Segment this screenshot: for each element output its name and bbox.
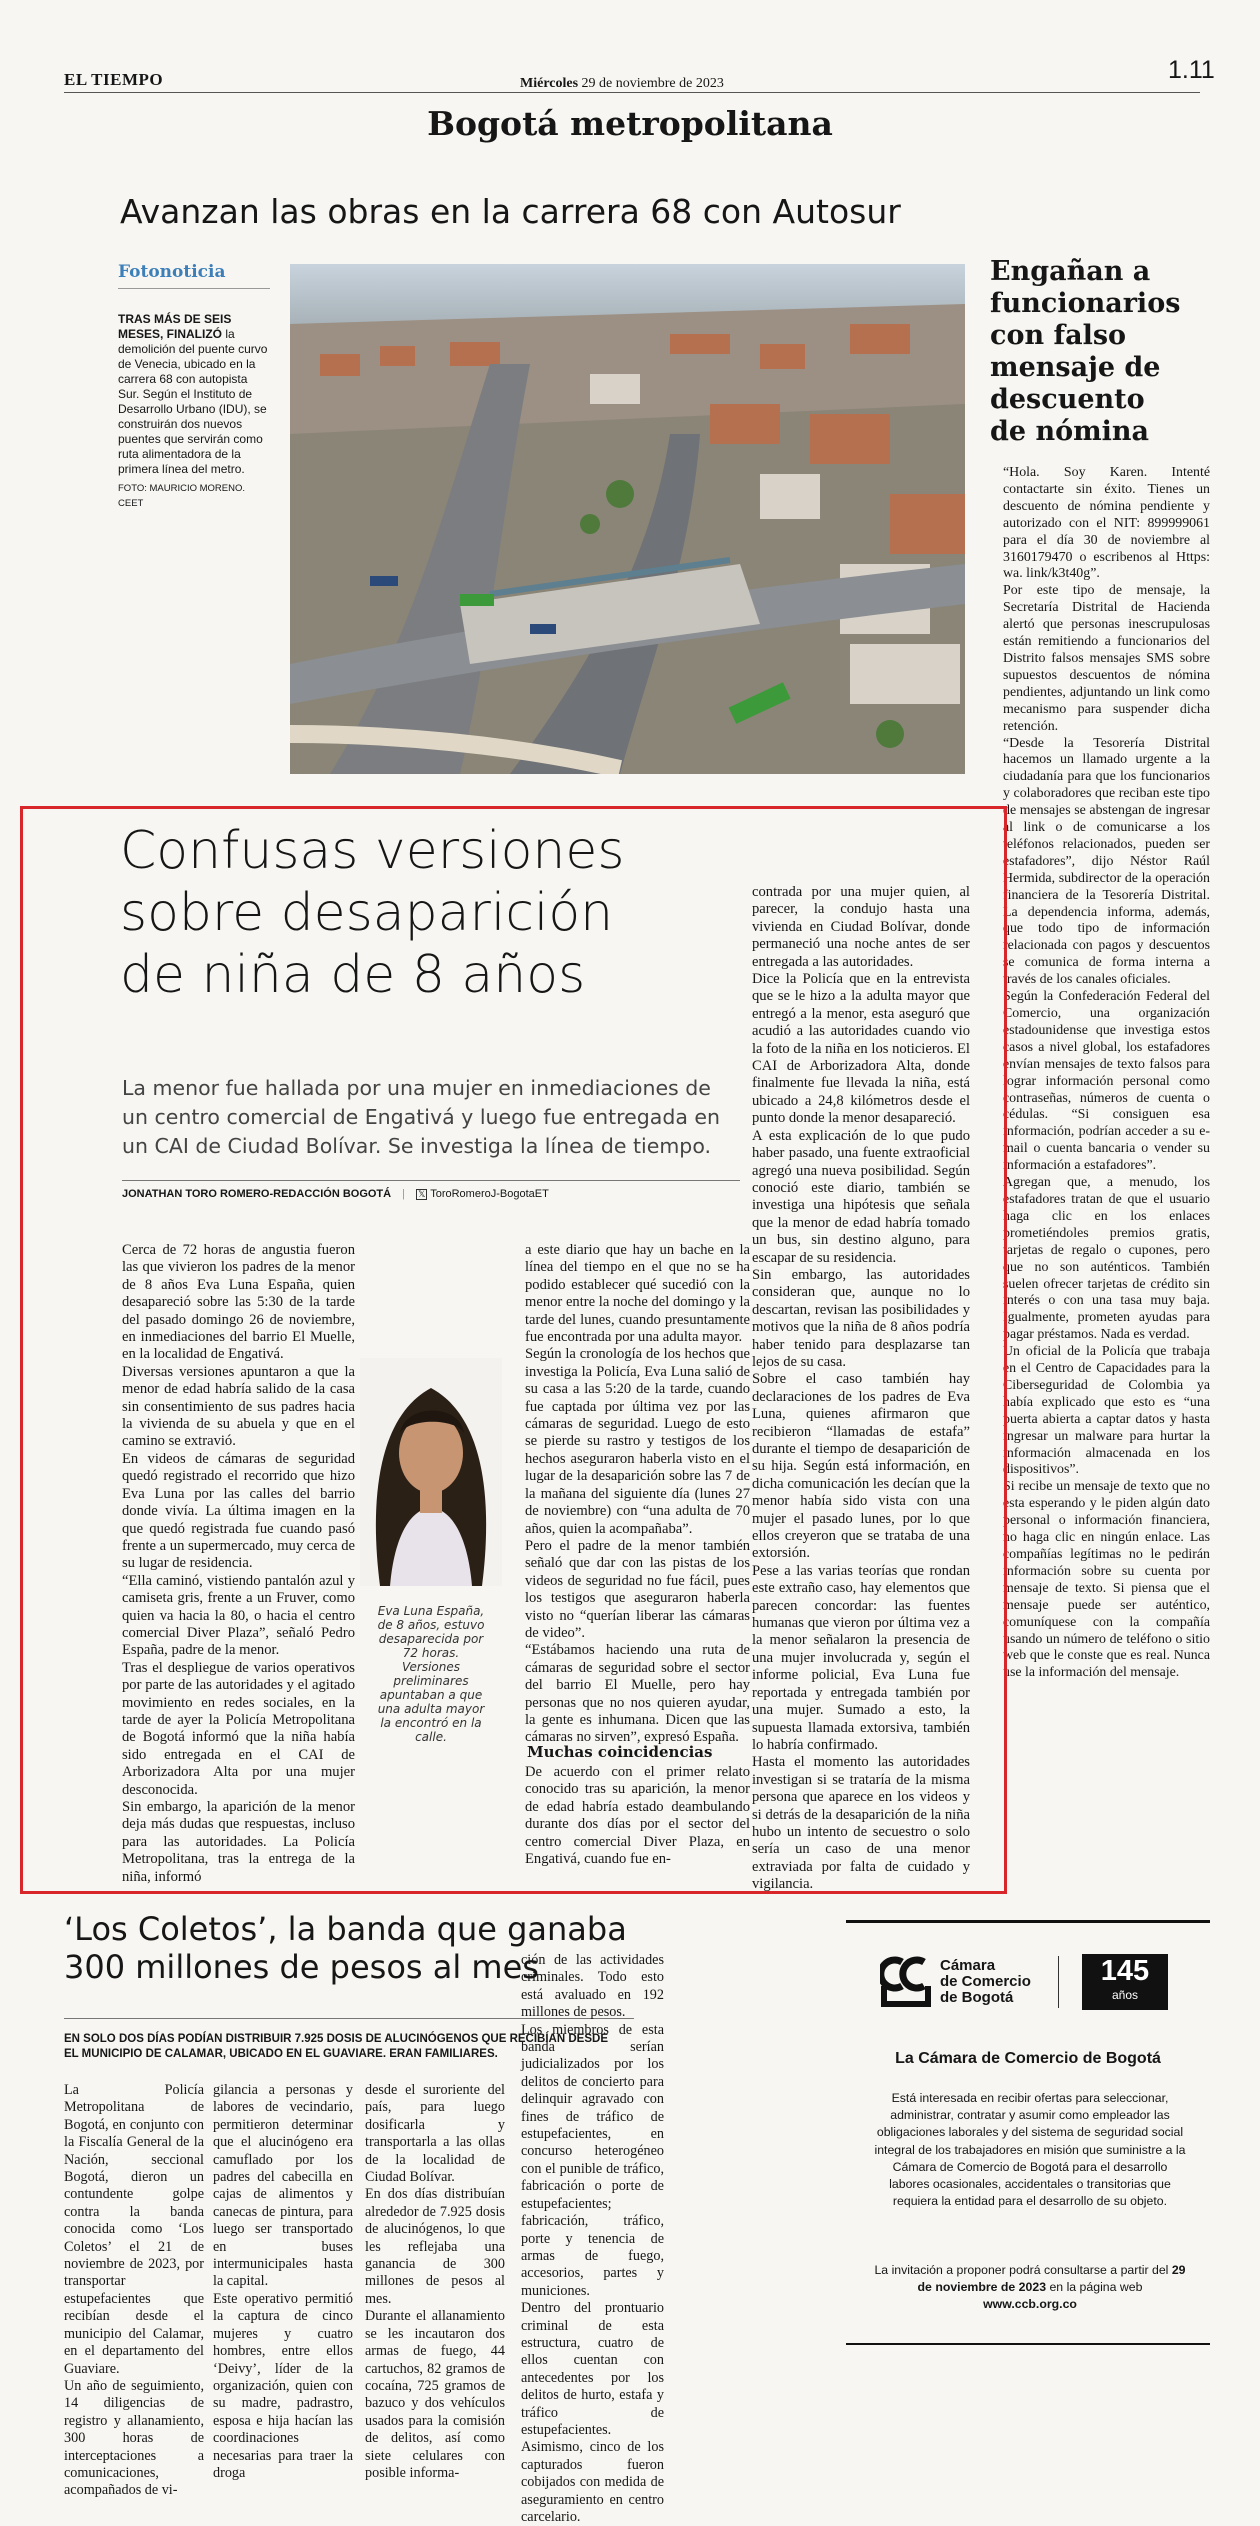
caption-lead: TRAS MÁS DE SEIS MESES, FINALIZÓ bbox=[118, 312, 232, 341]
girl-photo bbox=[360, 1358, 502, 1586]
ad-invite-pre: La invitación a proponer podrá consultarse a partir del bbox=[874, 2263, 1169, 2277]
coletos-col-1: La Policía Metropolitana de Bogotá, en conjunto con la Fiscalía General de la Nación, seccional Bogotá, dieron un contundente golpe contra la banda conocida como ‘Los Coletos’ el 21 de noviembre de 2023, por transportar estupefacientes que recibían desde el municipio del Calamar, en el departamento del Guaviare. Un año de seguimiento, 14 diligencias de registro y allanamiento, 300 horas de interceptaciones a comunicaciones, acompañados de vi- bbox=[64, 2082, 204, 2499]
ad-invite-date: 29 de noviembre de 2023 bbox=[917, 2263, 1186, 2295]
sidebar-headline-line: de nómina bbox=[990, 416, 1150, 447]
ad-invite bbox=[872, 2262, 1188, 2314]
anniversary-number: 145 bbox=[1100, 1955, 1150, 1987]
ad-invite-post: en la página web bbox=[1049, 2280, 1143, 2295]
main-col-3: contrada por una mujer quien, al parecer, la condujo hasta una vivienda en Ciudad Bolívar, donde permaneció una noche antes de ser entregada a las autoridades. Dice la Policía que en la entrevista que se le hizo a la adulta mayor que entregó a la menor, esta aseguró que acudió a las autoridades cuando vio la foto de la niña en los noticieros. El CAI de Arborizadora Alta, donde finalmente fue llevada la niña, está ubicado a 24,8 kilómetros desde el punto donde la menor desapareció. A esta explicación de lo que pudo haber pasado, una fuente extraoficial agregó una nueva posibilidad. Según conoció este diario, también se investiga una hipótesis que señala que la menor de edad habría tomado un bus, sin destino alguno, para escapar de su residencia. Sin embargo, las autoridades consideran que, aunque no lo descartan, revisan las posibilidades y motivos que la niña de 8 años podría haber tenido para desplazarse tan lejos de su casa. Sobre el caso también hay declaraciones de los padres de Eva Luna, quienes afirmaron que recibieron “llamadas de estafa” durante el tiempo de desaparición de su hija. Según está información, en dicha comunicación les decían que la menor había sido vista con una mujer el pasado lunes, por lo que ellos creyeron que se trataba de una extorsión. Pese a las varias teorías que rondan este extraño caso, hay elementos que parecen concordar: las fuentes humanas que vieron por última vez a la menor señalaron la presencia de una mujer involucrada y, según el informe policial, Eva Luna fue reportada y entregada también por una mujer. Sumado a esto, la supuesta llamada extorsiva, también lo habría confirmado. Hasta el momento las autoridades investigan si se trataría de la misma persona que aparece en los videos y si detrás de la desaparición de la niña hubo un intento de secuestro o solo sería un caso de una menor extraviada por falta de cuidado y vigilancia. bbox=[752, 884, 970, 1893]
byline-sep: | bbox=[402, 1188, 406, 1200]
fotonoticia-headline: Avanzan las obras en la carrera 68 con Autosur bbox=[120, 192, 901, 231]
fotonoticia-label-rule bbox=[118, 288, 270, 289]
ccb-logo-icon bbox=[880, 1956, 932, 2012]
page-number: 1.11 bbox=[1168, 56, 1215, 84]
ad-body: Está interesada en recibir ofertas para seleccionar, administrar, contratar y asumir como empleador las obligaciones laborales y del sistema de seguridad social integral de los trabajadores en misión que suministre a la Cámara de Comercio de Bogotá para el desarrollo labores ocasionales, accidentales o transitorias que requiera la entidad para el desarrollo de su objeto. bbox=[874, 2091, 1186, 2209]
sidebar-headline-line: mensaje de bbox=[990, 352, 1161, 383]
section-title: Bogotá metropolitana bbox=[427, 104, 833, 143]
coletos-headline-line: ‘Los Coletos’, la banda que ganaba bbox=[64, 1910, 627, 1948]
ccb-org-line: Cámara bbox=[940, 1957, 996, 1974]
ad-url[interactable]: www.ccb.org.co bbox=[983, 2297, 1077, 2312]
masthead-rule bbox=[64, 92, 1200, 93]
anniversary-word: años bbox=[1111, 1988, 1139, 2002]
brand-logo: EL TIEMPO bbox=[64, 70, 164, 89]
main-subhead: Muchas coincidencias bbox=[527, 1743, 713, 1761]
main-headline bbox=[120, 820, 720, 1006]
ad-title: La Cámara de Comercio de Bogotá bbox=[895, 2050, 1161, 2067]
coletos-col-4: ción de las actividades criminales. Todo esto está avaluado en 192 millones de pesos. Los miembros de esta banda serían judicializados por los delitos de concierto para delinquir agravado con fines de tráfico de estupefacientes, en concurso heterogéneo con el punible de tráfico, fabricación o porte de estupefacientes; fabricación, tráfico, porte y tenencia de armas de fuego, accesorios, partes y municiones. Dentro del prontuario criminal de esta estructura, cuatro de ellos cuentan con antecedentes por los delitos de hurto, estafa y tráfico de estupefacientes. Asimismo, cinco de los capturados fueron cobijados con medida de aseguramiento en centro carcelario. bbox=[521, 1952, 664, 2525]
coletos-col-2: gilancia a personas y labores de vecindario, permitieron determinar que el alucinógeno era camuflado por los padres del cabecilla en cajas de alimentos y canecas de pintura, para luego ser transportado en buses intermunicipales hasta la capital. Este operativo permitió la captura de cinco mujeres y cuatro hombres, entre ellos ‘Deivy’, líder de la organización, quien con su madre, padrastro, esposa e hija hacían las coordinaciones necesarias para traer la droga bbox=[213, 2082, 353, 2481]
sidebar-headline-line: funcionarios bbox=[990, 288, 1181, 319]
ccb-org-name bbox=[940, 1958, 1031, 2006]
sidebar-body: “Hola. Soy Karen. Intenté contactarte sin éxito. Tienes un descuento de nómina pendiente y autorizado con el NIT: 899999061 para el día 30 de noviembre al 3160179470 o escribenos al Https: wa. link/k3t40g”. Por este tipo de mensaje, la Secretaría Distrital de Hacienda alertó que personas inescrupulosas están remitiendo a funcionarios del Distrito falsos mensajes SMS sobre supuestos descuentos de nómina pendientes, adjuntando un link como mecanismo para suspender dicha retención. “Desde la Tesorería Distrital hacemos un llamado urgente a la ciudadanía para que los funcionarios y colaboradores que reciban este tipo de mensajes se abstengan de ingresar al link o de comunicarse a los teléfonos relacionados, pueden ser estafadores”, dijo Néstor Raúl Hermida, subdirector de la operación financiera de la Tesorería Distrital. La dependencia informa, además, que todo tipo de información relacionada con pagos y descuentos se comunica de forma interna a través de los canales oficiales. Según la Confederación Federal del Comercio, una organización estadounidense que investiga estos casos a nivel global, los estafadores envían mensajes de texto falsos para lograr información personal como contraseñas, números de cuenta o cédulas. “Si consiguen esa información, podrían acceder a su e-mail o cuenta bancaria o vender su información a estafadores”. Agregan que, a menudo, los estafadores tratan de que el usuario haga clic en los enlaces prometiéndoles premios gratis, tarjetas de regalo o cupones, pero que no son auténticos. También suelen ofrecer tarjetas de crédito sin interés o con una tasa muy baja. Igualmente, prometen ayudas para pagar préstamos. Nada es verdad. Un oficial de la Policía que trabaja en el Centro de Capacidades para la Ciberseguridad de Colombia ya había explicado que esto es “una puerta abierta a captar datos y hasta ingresar un malware para hurtar la información almacenada en los dispositivos”. Si recibe un mensaje de texto que no esta esperando y le piden algún dato personal o información financiera, no haga clic en ningún enlace. Las compañías legítimas no le pedirán información sobre su cuenta por mensaje de texto. Si piensa que el mensaje puede ser auténtico, comuníquese con la compañía usando un número de teléfono o sitio web que le conste que es real. Nunca use la información del mensaje. bbox=[1003, 465, 1210, 1681]
aerial-photo bbox=[290, 264, 965, 774]
main-col-2b: De acuerdo con el primer relato conocido tras su aparición, la menor de edad habría estado deambulando durante dos días por el sector del centro comercial Diver Plaza, en Engativá, cuando fue en- bbox=[525, 1764, 750, 1868]
coletos-headline-line: 300 millones de pesos al mes bbox=[64, 1948, 539, 1986]
main-headline-line: de niña de 8 años bbox=[120, 945, 586, 1005]
main-deck: La menor fue hallada por una mujer en inmediaciones de un centro comercial de Engativá y luego fue entregada en un CAI de Ciudad Bolívar. Se investiga la línea de tiempo. bbox=[122, 1076, 721, 1158]
caption-body: la demolición del puente curvo de Venecia, ubicado en la carrera 68 con autopista Sur. Según el Instituto de Desarrollo Urbano (IDU), se construirán dos nuevos puentes que servirán como ruta alimentadora de la primera línea del metro. bbox=[118, 327, 268, 476]
main-col-2: a este diario que hay un bache en la línea del tiempo en el que no se ha podido establecer qué sucedió con la menor entre la noche del domingo y la tarde del lunes, cuando presuntamente fue encontrada por una adulta mayor. Según la cronología de los hechos que investiga la Policía, Eva Luna salió de su casa a las 5:20 de la tarde, cuando fue captada por última vez por las cámaras de seguridad. Luego de esto se pierde su rastro y testigos de los hechos aseguraron haberla visto en el lugar de la desaparición sobre las 7 de la mañana del siguiente día (lunes 27 de noviembre) con “una adulta de 70 años, quien la acompañaba”. Pero el padre de la menor también señaló que dar con las pistas de los videos de seguridad no fue fácil, pues los testigos que aseguraron haberla visto no “querían liberar las cámaras de video”. “Estábamos haciendo una ruta de cámaras de seguridad sobre el sector del barrio El Muelle, pero hay personas que no nos quieren ayudar, la gente es inhumana. Dicen que las cámaras no sirven”, expresó España. bbox=[525, 1242, 750, 1746]
sidebar-headline-line: descuento bbox=[990, 384, 1145, 415]
coletos-kicker: EN SOLO DOS DÍAS PODÍAN DISTRIBUIR 7.925 DOSIS DE ALUCINÓGENOS QUE RECIBÍAN DESDE EL MUNICIPIO DE CALAMAR, UBICADO EN EL GUAVIARE. ERAN FAMILIARES. bbox=[64, 2033, 608, 2060]
byline-author: JONATHAN TORO ROMERO-REDACCIÓN BOGOTÁ bbox=[122, 1188, 392, 1200]
main-headline-line: sobre desaparición bbox=[120, 883, 614, 943]
sidebar-headline-line: con falso bbox=[990, 320, 1127, 351]
issue-date-text: 29 de noviembre de 2023 bbox=[581, 76, 724, 91]
byline-handle: ToroRomeroJ-BogotaET bbox=[430, 1188, 549, 1200]
main-col-1: Cerca de 72 horas de angustia fueron las que vivieron los padres de la menor de 8 años Eva Luna España, quien desapareció sobre las 5:30 de la tarde del pasado domingo 26 de noviembre, en inmediaciones del barrio El Muelle, en la localidad de Engativá. Diversas versiones apuntaron a que la menor de edad habría salido de la casa sin consentimiento de sus padres hacia la vivienda de su abuela y que en el camino se extravió. En videos de cámaras de seguridad quedó registrado el recorrido que hizo Eva Luna por las calles del barrio donde vivía. La última imagen en la que quedó registrada fue cuando pasó frente a un supermercado, muy cerca de su lugar de residencia. “Ella caminó, vistiendo pantalón azul y camiseta gris, frente a un Fruver, como quien va hacia la 80, o hacia el centro comercial Diver Plaza”, señaló Pedro España, padre de la menor. Tras el despliegue de varios operativos por parte de las autoridades y el agitado movimiento en redes sociales, en la tarde de ayer la Policía Metropolitana de Bogotá informó que la niña había sido entregada en el CAI de Arborizadora Alta por una mujer desconocida. Sin embargo, la aparición de la menor deja más dudas que respuestas, incluso para las autoridades. La Policía Metropolitana, tras la entrega de la niña, informó bbox=[122, 1242, 355, 1885]
fotonoticia-caption bbox=[118, 312, 268, 511]
main-headline-line: Confusas versiones bbox=[120, 821, 625, 881]
sidebar-headline bbox=[990, 256, 1210, 448]
photo-caption: Eva Luna España, de 8 años, estuvo desaparecida por 72 horas. Versiones preliminares apuntaban a que una adulta mayor la encontró en la calle. bbox=[377, 1604, 485, 1744]
ccb-org-line: de Bogotá bbox=[940, 1989, 1014, 2006]
fotonoticia-label: Fotonoticia bbox=[118, 262, 226, 282]
x-logo-icon: 𝕏 bbox=[418, 1189, 426, 1199]
issue-weekday: Miércoles bbox=[520, 76, 579, 91]
ccb-divider bbox=[1058, 1956, 1059, 2008]
byline-rule bbox=[122, 1180, 740, 1181]
anniversary-badge bbox=[1082, 1954, 1168, 2010]
photo-credit: FOTO: MAURICIO MORENO. CEET bbox=[118, 483, 246, 509]
issue-date bbox=[520, 76, 724, 92]
byline bbox=[122, 1188, 762, 1200]
coletos-col-3: desde el suroriente del país, para luego dosificarla y transportarla a las ollas de la localidad de Ciudad Bolívar. En dos días distribuían alrededor de 7.925 dosis de alucinógenos, lo que les reflejaba una ganancia de 300 millones de pesos al mes. Durante el allanamiento se les incautaron dos armas de fuego, 44 cartuchos, 82 gramos de cocaína, 725 gramos de bazuco y dos vehículos usados para la comisión de delitos, así como siete celulares con posible informa- bbox=[365, 2082, 505, 2481]
ccb-org-line: de Comercio bbox=[940, 1973, 1031, 1990]
sidebar-headline-line: Engañan a bbox=[990, 256, 1151, 287]
